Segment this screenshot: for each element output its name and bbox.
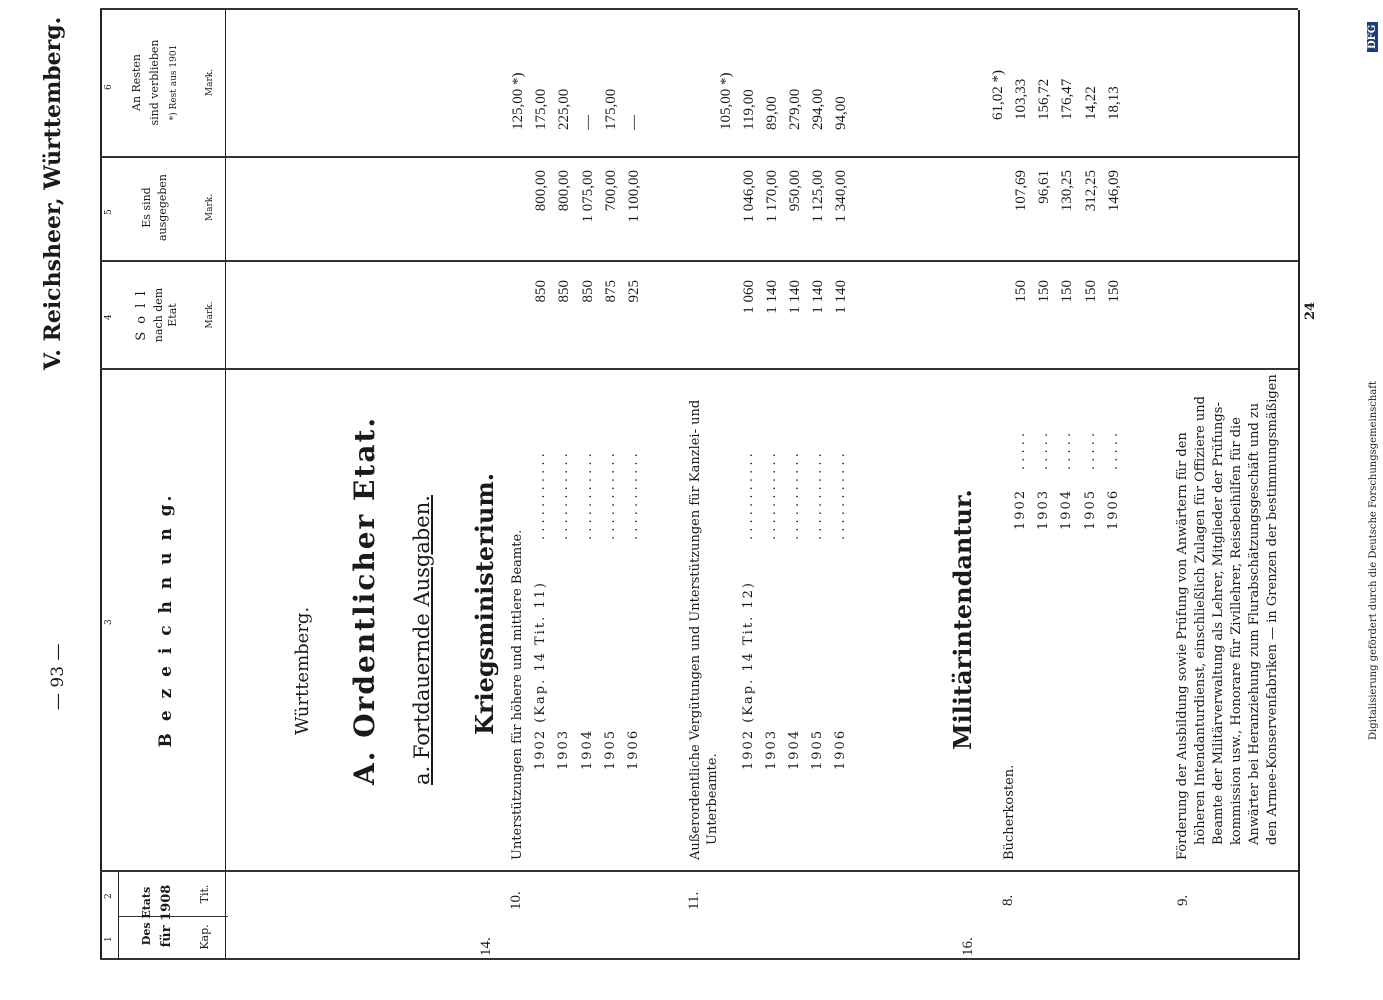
kap-14: 14. <box>478 937 494 956</box>
paragraph-line: höheren Intendanturdienst, einschließlich Zulagen für Offiziere und <box>1193 395 1208 845</box>
etat-header-top: Des Etats <box>140 886 153 946</box>
col-number-3: 3 <box>104 619 114 625</box>
kap-header: Kap. <box>198 924 211 950</box>
rest-value: 61,02 *) <box>990 70 1006 120</box>
leader-dots: . . . . . <box>1059 432 1074 470</box>
footer-page-number: 24 <box>1303 301 1318 320</box>
table-top-border <box>100 10 102 960</box>
row-label: 1904 <box>787 728 802 770</box>
resten-unit: Mark. <box>205 68 215 97</box>
rest-value: 14,22 <box>1083 86 1099 120</box>
rest-value: 103,33 <box>1013 78 1029 120</box>
ausgegeben-value: 146,09 <box>1106 170 1122 212</box>
ausgegeben-value: 1 340,00 <box>833 170 849 223</box>
row-label: 1906 <box>833 728 848 770</box>
bezeichnung-header: B e z e i c h n u n g. <box>156 492 176 748</box>
col-divider-soll <box>100 260 1298 262</box>
ausgegeben-value: 107,69 <box>1013 170 1029 212</box>
page-title: V. Reichsheer, Württemberg. <box>40 16 66 370</box>
tit-9: 9. <box>1175 894 1191 906</box>
ausgegeben-header-2: ausgegeben <box>156 173 169 242</box>
col-number-1: 1 <box>104 936 114 942</box>
leader-dots: . . . . . . . . . . . <box>626 453 641 540</box>
leader-dots: . . . . . . . . . . . <box>533 453 548 540</box>
intendantur-heading: Militärintendantur. <box>948 489 977 750</box>
row-label: 1904 <box>1059 488 1074 530</box>
rest-value: 279,00 <box>787 88 803 130</box>
rest-value: 175,00 <box>603 88 619 130</box>
ausgegeben-value: 1 046,00 <box>741 170 757 223</box>
soll-value: 150 <box>1036 280 1052 303</box>
row-label: 1906 <box>1106 488 1121 530</box>
digitization-note: Digitalisierung gefördert durch die Deutsche Forschungsgemeinschaft <box>1368 381 1379 740</box>
col-number-2: 2 <box>104 893 114 899</box>
etat-heading: A. Ordentlicher Etat. <box>348 415 381 785</box>
row-label: 1905 <box>603 728 618 770</box>
rest-value: 225,00 <box>556 88 572 130</box>
state-heading: Württemberg. <box>292 606 313 735</box>
leader-dots: . . . . . . . . . . . <box>810 453 825 540</box>
leader-dots: . . . . . <box>1106 432 1121 470</box>
soll-header-2: nach dem <box>152 287 165 343</box>
rest-value: 175,00 <box>533 88 549 130</box>
dfg-logo: DFG <box>1367 22 1378 52</box>
header-bottom-border <box>225 10 226 960</box>
ausgaben-heading: a. Fortdauernde Ausgaben. <box>410 495 434 785</box>
soll-value: 150 <box>1083 280 1099 303</box>
row-label: 1905 <box>1083 488 1098 530</box>
row-label: 1904 <box>580 728 595 770</box>
ausgegeben-value: 800,00 <box>556 170 572 212</box>
soll-value: 875 <box>603 280 619 303</box>
col-number-6: 6 <box>104 84 114 90</box>
table-bottom-border <box>1298 10 1300 960</box>
paragraph-line: kommission usw., Honorare für Zivillehrer, Reisebeihilfen für die <box>1229 417 1244 845</box>
soll-value: 1 140 <box>833 280 849 314</box>
leader-dots: . . . . . . . . . . . <box>833 453 848 540</box>
soll-value: 1 140 <box>810 280 826 314</box>
paragraph-line: den Armee-Konservenfabriken — in Grenzen der bestimmungsmäßigen <box>1265 374 1280 845</box>
ausgegeben-value: 1 100,00 <box>626 170 642 223</box>
section-text-line1: Außerordentliche Vergütungen und Unterstützungen für Kanzlei- und <box>688 399 703 860</box>
col-divider-ausgegeben <box>100 156 1298 158</box>
soll-value: 150 <box>1059 280 1075 303</box>
leader-dots: . . . . . . . . . . . <box>603 453 618 540</box>
soll-value: 150 <box>1013 280 1029 303</box>
etat-header-year: für 1908 <box>159 884 174 948</box>
row-label: 1902 (Kap. 14 Tit. 11) <box>533 581 548 770</box>
ausgegeben-value: 700,00 <box>603 170 619 212</box>
row-label: 1903 <box>1036 488 1051 530</box>
paragraph-line: Anwärter bei Heranziehung zum Flurabschätzungsgeschäft und zu <box>1247 402 1262 845</box>
rest-value: — <box>626 115 642 130</box>
resten-header-3: *) Rest aus 1901 <box>169 44 179 121</box>
leader-dots: . . . . . . . . . . . <box>580 453 595 540</box>
soll-value: 850 <box>580 280 596 303</box>
tit-header: Tit. <box>198 884 211 904</box>
ausgegeben-value: 1 170,00 <box>764 170 780 223</box>
ausgegeben-value: 312,25 <box>1083 170 1099 212</box>
col-border-left <box>100 958 1298 960</box>
leader-dots: . . . . . . . . . . . <box>556 453 571 540</box>
section-text: Unterstützungen für höhere und mittlere Beamte. <box>510 529 525 860</box>
leader-dots: . . . . . <box>1013 432 1028 470</box>
soll-value: 925 <box>626 280 642 303</box>
col-border-right <box>100 8 1298 10</box>
page-marker: — 93 — <box>48 643 68 710</box>
paragraph-line: Förderung der Ausbildung sowie Prüfung von Anwärtern für den <box>1175 432 1190 860</box>
soll-header-3: Etat <box>166 303 179 327</box>
soll-value: 850 <box>556 280 572 303</box>
section-text-line2: Unterbeamte. <box>705 753 720 845</box>
leader-dots: . . . . . <box>1083 432 1098 470</box>
rest-value: 125,00 *) <box>510 72 526 130</box>
row-label: 1906 <box>626 728 641 770</box>
ausgegeben-header-1: Es sind <box>140 187 153 228</box>
soll-value: 850 <box>533 280 549 303</box>
resten-header-2: sind verblieben <box>148 39 161 126</box>
ausgegeben-value: 130,25 <box>1059 170 1075 212</box>
row-label: 1905 <box>810 728 825 770</box>
tit-10: 10. <box>508 891 524 910</box>
rest-value: 294,00 <box>810 88 826 130</box>
soll-value: 150 <box>1106 280 1122 303</box>
tit-8: 8. <box>1000 894 1016 906</box>
rest-value: 105,00 *) <box>718 72 734 130</box>
kap-16: 16. <box>960 937 976 956</box>
ausgegeben-value: 800,00 <box>533 170 549 212</box>
ministry-heading: Kriegsministerium. <box>470 472 499 735</box>
soll-header-1: S o l l <box>134 289 149 341</box>
resten-header-1: An Resten <box>130 54 143 111</box>
rest-value: 156,72 <box>1036 78 1052 120</box>
etat-header-divider <box>118 872 119 960</box>
ausgegeben-unit: Mark. <box>205 193 215 222</box>
soll-value: 1 060 <box>741 280 757 314</box>
leader-dots: . . . . . . . . . . . <box>787 453 802 540</box>
paragraph-line: Beamte der Militärverwaltung als Lehrer, Mitglieder der Prüfungs- <box>1211 402 1226 845</box>
row-label: 1903 <box>556 728 571 770</box>
ausgegeben-value: 1 125,00 <box>810 170 826 223</box>
rest-value: 18,13 <box>1106 86 1122 120</box>
soll-value: 1 140 <box>764 280 780 314</box>
rest-value: 176,47 <box>1059 78 1075 120</box>
leader-dots: . . . . . . . . . . . <box>741 453 756 540</box>
rest-value: 89,00 <box>764 96 780 130</box>
row-label: 1902 (Kap. 14 Tit. 12) <box>741 581 756 770</box>
col-divider-bezeichnung <box>100 368 1298 370</box>
section-text: Bücherkosten. <box>1002 764 1017 860</box>
rest-value: 94,00 <box>833 96 849 130</box>
rest-value: 119,00 <box>741 89 757 130</box>
ausgegeben-value: 96,61 <box>1036 170 1052 204</box>
ausgegeben-value: 950,00 <box>787 170 803 212</box>
soll-unit: Mark. <box>205 301 215 329</box>
col-number-4: 4 <box>104 314 114 320</box>
tit-11: 11. <box>686 891 702 910</box>
row-label: 1902 <box>1013 488 1028 530</box>
leader-dots: . . . . . <box>1036 432 1051 470</box>
soll-value: 1 140 <box>787 280 803 314</box>
leader-dots: . . . . . . . . . . . <box>764 453 779 540</box>
col-divider-tit <box>100 870 1298 872</box>
row-label: 1903 <box>764 728 779 770</box>
col-number-5: 5 <box>104 209 114 215</box>
rest-value: — <box>580 115 596 130</box>
ausgegeben-value: 1 075,00 <box>580 170 596 223</box>
